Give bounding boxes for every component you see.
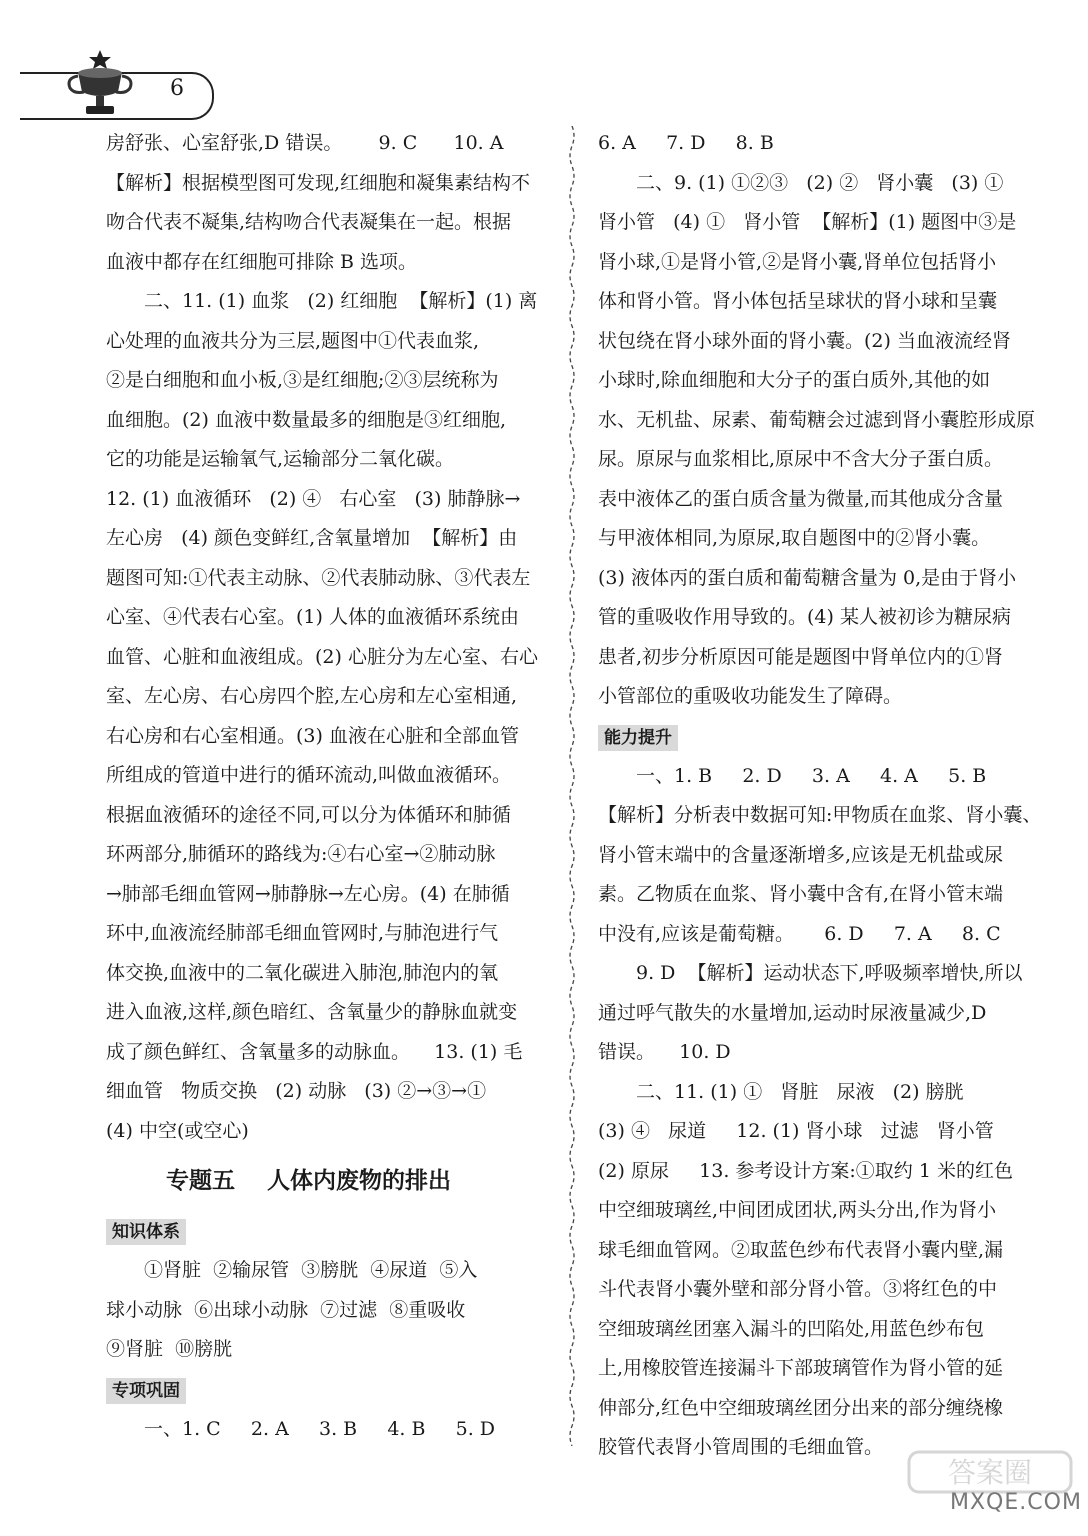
text-line: 肾小球,①是肾小管,②是肾小囊,肾单位包括肾小: [598, 250, 997, 273]
text-line: 成了颜色鲜红、含氧量多的动脉血。 13. (1) 毛: [106, 1040, 523, 1063]
text-line: 球小动脉 ⑥出球小动脉 ⑦过滤 ⑧重吸收: [106, 1298, 466, 1321]
text-line: 体交换,血液中的二氧化碳进入肺泡,肺泡内的氧: [106, 961, 499, 984]
watermark-text: MXQE.COM: [950, 1490, 1082, 1515]
text-line: ①肾脏 ②输尿管 ③膀胱 ④尿道 ⑤入: [144, 1259, 478, 1281]
text-line: 胶管代表肾小管周围的毛细血管。: [598, 1436, 884, 1458]
text-line: 6. A 7. D 8. B: [598, 132, 774, 154]
text-line: 所组成的管道中进行的循环流动,叫做血液循环。: [106, 764, 512, 786]
text-line: 【解析】分析表中数据可知:甲物质在血浆、肾小囊、: [598, 804, 1042, 826]
column-divider: [566, 126, 578, 1446]
text-line: 二、11. (1) ① 肾脏 尿液 (2) 膀胱: [636, 1080, 964, 1103]
text-line: 心室、④代表右心室。(1) 人体的血液循环系统由: [106, 606, 519, 628]
page-number: 6: [170, 76, 184, 101]
text-line: 中空细玻璃丝,中间团成团状,两头分出,作为肾小: [598, 1199, 997, 1221]
text-line: 右心房和右心室相通。(3) 血液在心脏和全部血管: [106, 724, 519, 747]
text-line: (3) ④ 尿道 12. (1) 肾小球 过滤 肾小管: [598, 1120, 994, 1142]
text-line: 它的功能是运输氧气,运输部分二氧化碳。: [106, 448, 455, 470]
consolidation-label: 专项巩固: [106, 1378, 186, 1404]
text-line: 小球时,除血细胞和大分子的蛋白质外,其他的如: [598, 369, 991, 391]
text-line: 小管部位的重吸收功能发生了障碍。: [598, 685, 903, 707]
ability-label: 能力提升: [598, 725, 678, 751]
section-title: 专题五 人体内废物的排出: [166, 1168, 452, 1194]
text-line: 心处理的血液共分为三层,题图中①代表血浆,: [106, 329, 480, 352]
text-line: 一、1. B 2. D 3. A 4. A 5. B: [636, 764, 987, 787]
watermark-top-text: 答案圈: [947, 1456, 1033, 1489]
text-line: 肾小管末端中的含量逐渐增多,应该是无机盐或尿: [598, 843, 1004, 866]
text-line: 室、左心房、右心房四个腔,左心房和左心室相通,: [106, 685, 518, 707]
text-line: 通过呼气散失的水量增加,运动时尿液量减少,D: [598, 1001, 987, 1024]
text-line: 进入血液,这样,颜色暗红、含氧量少的静脉血就变: [106, 1001, 518, 1023]
text-line: 尿。原尿与血浆相比,原尿中不含大分子蛋白质。: [598, 448, 1004, 470]
text-line: 血细胞。(2) 血液中数量最多的细胞是③红细胞,: [106, 408, 506, 431]
watermark-logo: [905, 1448, 1075, 1528]
text-line: 一、1. C 2. A 3. B 4. B 5. D: [144, 1417, 496, 1440]
text-line: 中没有,应该是葡萄糖。 6. D 7. A 8. C: [598, 922, 1001, 945]
text-line: 吻合代表不凝集,结构吻合代表凝集在一起。根据: [106, 211, 512, 233]
text-line: 状包绕在肾小球外面的肾小囊。(2) 当血液流经肾: [598, 329, 1011, 352]
text-line: 上,用橡胶管连接漏斗下部玻璃管作为肾小管的延: [598, 1357, 1004, 1379]
text-line: 二、9. (1) ①②③ (2) ② 肾小囊 (3) ①: [636, 171, 1004, 194]
trophy-icon: [60, 48, 140, 118]
text-line: 空细玻璃丝团塞入漏斗的凹陷处,用蓝色纱布包: [598, 1317, 985, 1340]
text-line: 错误。 10. D: [598, 1041, 731, 1063]
right-column: [598, 124, 1042, 1468]
text-line: 题图可知:①代表主动脉、②代表肺动脉、③代表左: [106, 566, 531, 589]
text-line: (2) 原尿 13. 参考设计方案:①取约 1 米的红色: [598, 1159, 1013, 1182]
text-line: 斗代表肾小囊外壁和部分肾小管。③将红色的中: [598, 1278, 998, 1300]
text-line: 肾小管 (4) ① 肾小管 【解析】(1) 题图中③是: [598, 211, 1017, 233]
text-line: 细血管 物质交换 (2) 动脉 (3) ②→③→①: [106, 1080, 487, 1102]
text-line: 左心房 (4) 颜色变鲜红,含氧量增加 【解析】由: [106, 527, 518, 549]
text-line: 房舒张、心室舒张,D 错误。 9. C 10. A: [106, 132, 504, 154]
text-line: 环两部分,肺循环的路线为:④右心室→②肺动脉: [106, 843, 496, 865]
text-line: 表中液体乙的蛋白质含量为微量,而其他成分含量: [598, 487, 1004, 510]
text-line: 12. (1) 血液循环 (2) ④ 右心室 (3) 肺静脉→: [106, 487, 521, 510]
text-line: ②是白细胞和血小板,③是红细胞;②③层统称为: [106, 369, 499, 391]
knowledge-label: 知识体系: [106, 1219, 186, 1245]
text-line: 体和肾小管。肾小体包括呈球状的肾小球和呈囊: [598, 290, 998, 312]
text-line: (3) 液体丙的蛋白质和葡萄糖含量为 0,是由于肾小: [598, 566, 1017, 589]
text-line: (4) 中空(或空心): [106, 1119, 249, 1142]
text-line: 素。乙物质在血浆、肾小囊中含有,在肾小管末端: [598, 883, 1004, 905]
text-line: 管的重吸收作用导致的。(4) 某人被初诊为糖尿病: [598, 606, 1011, 628]
text-line: 血液中都存在红细胞可排除 B 选项。: [106, 250, 418, 273]
text-line: 伸部分,红色中空细玻璃丝团分出来的部分缠绕橡: [598, 1396, 1004, 1419]
text-line: ⑨肾脏 ⑩膀胱: [106, 1338, 233, 1360]
text-line: 根据血液循环的途径不同,可以分为体循环和肺循: [106, 803, 512, 826]
text-line: 二、11. (1) 血浆 (2) 红细胞 【解析】(1) 离: [144, 290, 538, 312]
text-line: 环中,血液流经肺部毛细血管网时,与肺泡进行气: [106, 922, 499, 944]
text-line: 与甲液体相同,为原尿,取自题图中的②肾小囊。: [598, 527, 991, 549]
text-line: 患者,初步分析原因可能是题图中肾单位内的①肾: [598, 645, 1004, 668]
text-line: 【解析】根据模型图可发现,红细胞和凝集素结构不: [106, 171, 531, 194]
left-column: [106, 124, 550, 1449]
text-line: 水、无机盐、尿素、葡萄糖会过滤到肾小囊腔形成原: [598, 408, 1036, 431]
page-header: [20, 48, 220, 118]
text-line: →肺部毛细血管网→肺静脉→左心房。(4) 在肺循: [106, 882, 510, 905]
text-line: 9. D 【解析】运动状态下,呼吸频率增快,所以: [636, 962, 1023, 984]
text-line: 球毛细血管网。②取蓝色纱布代表肾小囊内壁,漏: [598, 1238, 1004, 1261]
text-line: 血管、心脏和血液组成。(2) 心脏分为左心室、右心: [106, 645, 538, 668]
